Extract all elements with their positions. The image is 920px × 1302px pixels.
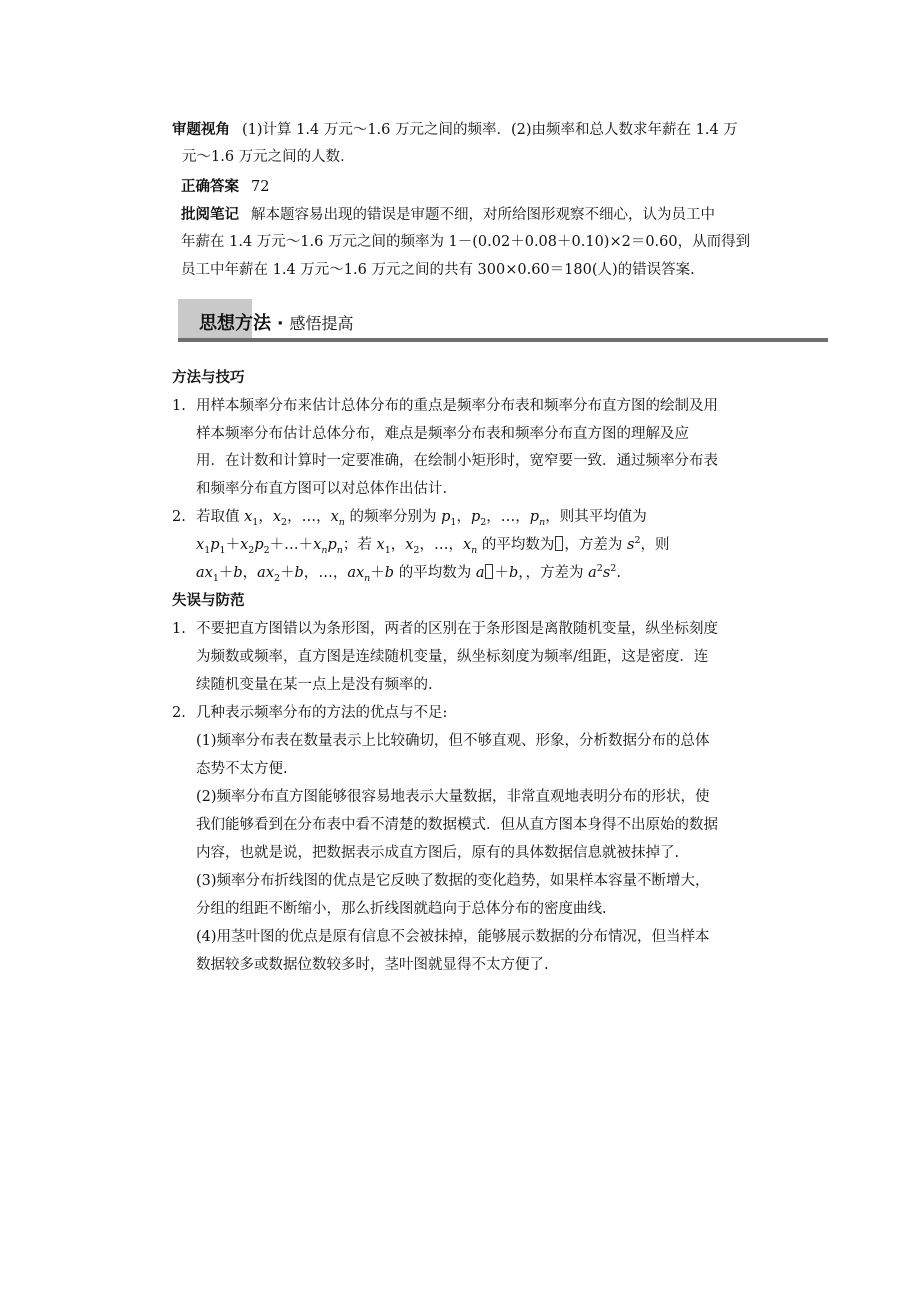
mistakes-p4-line2: 数据较多或数据位数较多时，茎叶图就显得不太方便了. — [196, 957, 549, 973]
formula-text: 的频率分别为 — [349, 509, 437, 525]
mistakes-p1-line2: 态势不太方便. — [196, 761, 288, 777]
formula-text: ，方差为 — [525, 565, 584, 581]
formula-text: ，则 — [640, 537, 670, 553]
perspective-label: 审题视角 — [172, 122, 230, 138]
answer-value: 72 — [251, 179, 270, 195]
answer-label: 正确答案 — [181, 179, 239, 195]
mistakes-item1-line3: 续随机变量在某一点上是没有频率的. — [196, 677, 433, 693]
mistakes-p4-line1: (4)用茎叶图的优点是原有信息不会被抹掉，能够展示数据的分布情况，但当样本 — [196, 929, 710, 945]
mistakes-p1-line1: (1)频率分布表在数量表示上比较确切，但不够直观、形象，分析数据分布的总体 — [196, 733, 710, 749]
formula-text: 若取值 — [196, 509, 240, 525]
banner-sub: 感悟提高 — [289, 314, 354, 333]
mistakes-p3-line2: 分组的组距不断缩小，那么折线图就趋向于总体分布的密度曲线. — [196, 901, 607, 917]
perspective-text: (1)计算 1.4 万元～1.6 万元之间的频率．(2)由频率和总人数求年薪在 1.4 万 — [242, 122, 738, 138]
methods-item2-line2: $x_1p_1+x_2p_2+\dots+x_np_n$；若 $x_1$，$x_2$，…，$x_n$ 的平均数为 ，方差为 $s^2$，则 — [196, 535, 670, 556]
methods-item1-number: 1. — [172, 398, 186, 414]
banner-dot: · — [277, 314, 284, 334]
review-notes-line3: 员工中年薪在 1.4 万元～1.6 万元之间的共有 300×0.60＝180(人)的错误答案. — [181, 262, 695, 278]
section-banner-title — [199, 313, 353, 335]
review-notes-line1 — [181, 205, 715, 225]
methods-item1-line4: 和频率分布直方图可以对总体作出估计. — [196, 481, 448, 497]
methods-item2-line1: 若取值 $x_1$，$x_2$，…，$x_n$ 的频率分别为 $p_1$，$p_2$，…，$p_n$，则其平均值为 — [196, 509, 647, 528]
formula-text: 的平均数为 — [481, 537, 555, 553]
notes-text: 解本题容易出现的错误是审题不细，对所给图形观察不细心，认为员工中 — [251, 207, 715, 223]
mistakes-item2-number: 2. — [172, 705, 186, 721]
review-perspective-line2: 元～1.6 万元之间的人数． — [182, 149, 355, 165]
mistakes-item1-number: 1. — [172, 621, 186, 637]
notes-label: 批阅笔记 — [181, 207, 239, 223]
methods-item1-line3: 用．在计数和计算时一定要准确，在绘制小矩形时，宽窄要一致．通过频率分布表 — [196, 453, 718, 469]
methods-item1-line2: 样本频率分布估计总体分布，难点是频率分布表和频率分布直方图的理解及应 — [196, 426, 689, 442]
mistakes-item2-line1: 几种表示频率分布的方法的优点与不足: — [196, 705, 448, 721]
methods-heading: 方法与技巧 — [172, 370, 245, 386]
formula-text: ，方差为 — [564, 537, 623, 553]
review-answer-line — [181, 177, 269, 197]
review-perspective-line1 — [172, 120, 738, 140]
mistakes-p2-line2: 我们能够看到在分布表中看不清楚的数据模式．但从直方图本身得不出原始的数据 — [196, 817, 718, 833]
mistakes-heading: 失误与防范 — [172, 593, 245, 609]
mistakes-item1-line1: 不要把直方图错以为条形图，两者的区别在于条形图是离散随机变量，纵坐标刻度 — [196, 621, 718, 637]
section-banner-rule — [178, 338, 828, 342]
formula-text: 的平均数为 — [398, 565, 472, 581]
mistakes-p3-line1: (3)频率分布折线图的优点是它反映了数据的变化趋势，如果样本容量不断增大， — [196, 873, 710, 889]
mean-symbol-placeholder — [555, 536, 563, 551]
methods-item1-line1: 用样本频率分布来估计总体分布的重点是频率分布表和频率分布直方图的绘制及用 — [196, 398, 718, 414]
mean-symbol-placeholder — [485, 564, 493, 579]
methods-item2-number: 2. — [172, 509, 186, 525]
mistakes-p2-line1: (2)频率分布直方图能够很容易地表示大量数据，非常直观地表明分布的形状，使 — [196, 789, 710, 805]
banner-main: 思想方法 — [199, 313, 271, 334]
review-notes-line2: 年薪在 1.4 万元～1.6 万元之间的频率为 1－(0.02＋0.08＋0.10)×2＝0.60，从而得到 — [181, 234, 751, 250]
formula-text: ，则其平均值为 — [545, 509, 647, 525]
methods-item2-line3: $ax_1+b$，$ax_2+b$，…，$ax_n+b$ 的平均数为 a ＋b，，方差为 $a^2s^2$. — [196, 563, 621, 584]
formula-text: ；若 — [342, 537, 372, 553]
mistakes-item1-line2: 为频数或频率，直方图是连续随机变量，纵坐标刻度为频率/组距，这是密度．连 — [196, 649, 709, 665]
mistakes-p2-line3: 内容，也就是说，把数据表示成直方图后，原有的具体数据信息就被抹掉了. — [196, 845, 680, 861]
